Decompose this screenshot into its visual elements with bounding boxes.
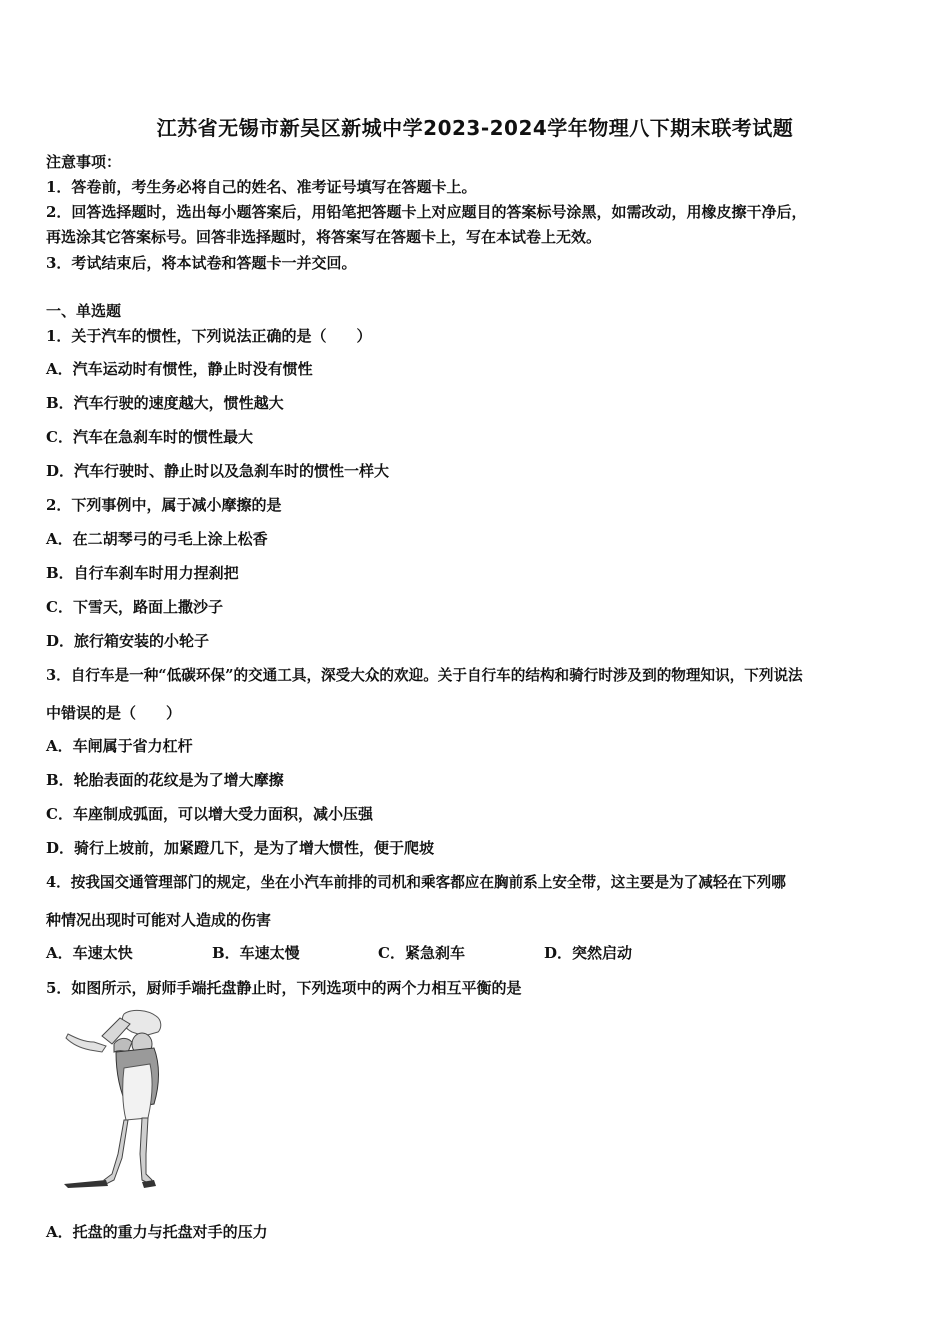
notice-item-2-cont: 再选涂其它答案标号。回答非选择题时，将答案写在答题卡上，写在本试卷上无效。 <box>46 228 602 246</box>
q3-option-b: B．轮胎表面的花纹是为了增大摩擦 <box>46 771 284 789</box>
chef-holding-tray-illustration <box>62 1008 172 1190</box>
q2-option-d: D．旅行箱安装的小轮子 <box>46 632 210 650</box>
q1-stem: 1．关于汽车的惯性，下列说法正确的是（ ） <box>46 327 372 345</box>
q4-stem-line2: 种情况出现时可能对人造成的伤害 <box>46 911 272 929</box>
q1-option-a: A．汽车运动时有惯性，静止时没有惯性 <box>46 360 313 378</box>
q4-options-row <box>46 943 632 963</box>
notice-item-2: 2．回答选择题时，选出每小题答案后，用铅笔把答题卡上对应题目的答案标号涂黑，如需改动，用橡皮擦干净后， <box>46 203 807 221</box>
chef-figure <box>62 1008 172 1190</box>
q4-option-c: C．紧急刹车 <box>378 944 465 962</box>
q3-option-a: A．车闸属于省力杠杆 <box>46 737 193 755</box>
q5-stem: 5．如图所示，厨师手端托盘静止时，下列选项中的两个力相互平衡的是 <box>46 979 522 997</box>
q1-option-d: D．汽车行驶时、静止时以及急刹车时的惯性一样大 <box>46 462 390 480</box>
notice-heading: 注意事项： <box>46 153 122 171</box>
q4-option-a: A．车速太快 <box>46 944 133 962</box>
q2-stem: 2．下列事例中，属于减小摩擦的是 <box>46 496 282 514</box>
q3-option-d: D．骑行上坡前，加紧蹬几下，是为了增大惯性，便于爬坡 <box>46 839 435 857</box>
q3-stem-line1: 3．自行车是一种“低碳环保”的交通工具，深受大众的欢迎。关于自行车的结构和骑行时涉及到的物理知识，下列说法 <box>46 667 803 684</box>
q4-option-b: B．车速太慢 <box>212 944 300 962</box>
q4-option-d: D．突然启动 <box>544 944 633 962</box>
section-heading: 一、单选题 <box>46 302 122 320</box>
q5-option-a: A．托盘的重力与托盘对手的压力 <box>46 1223 268 1241</box>
q3-option-c: C．车座制成弧面，可以增大受力面积，减小压强 <box>46 805 373 823</box>
page-title: 江苏省无锡市新吴区新城中学2023-2024学年物理八下期末联考试题 <box>156 116 794 140</box>
notice-item-1: 1．答卷前，考生务必将自己的姓名、准考证号填写在答题卡上。 <box>46 178 477 196</box>
q1-option-b: B．汽车行驶的速度越大，惯性越大 <box>46 394 284 412</box>
q2-option-a: A．在二胡琴弓的弓毛上涂上松香 <box>46 530 268 548</box>
notice-item-3: 3．考试结束后，将本试卷和答题卡一并交回。 <box>46 254 357 272</box>
q1-option-c: C．汽车在急刹车时的惯性最大 <box>46 428 253 446</box>
q3-stem-line2: 中错误的是（ ） <box>46 704 182 722</box>
q2-option-c: C．下雪天，路面上撒沙子 <box>46 598 223 616</box>
q4-stem-line1: 4．按我国交通管理部门的规定，坐在小汽车前排的司机和乘客都应在胸前系上安全带，这主要是为了减轻在下列哪 <box>46 874 786 891</box>
q2-option-b: B．自行车刹车时用力捏刹把 <box>46 564 239 582</box>
